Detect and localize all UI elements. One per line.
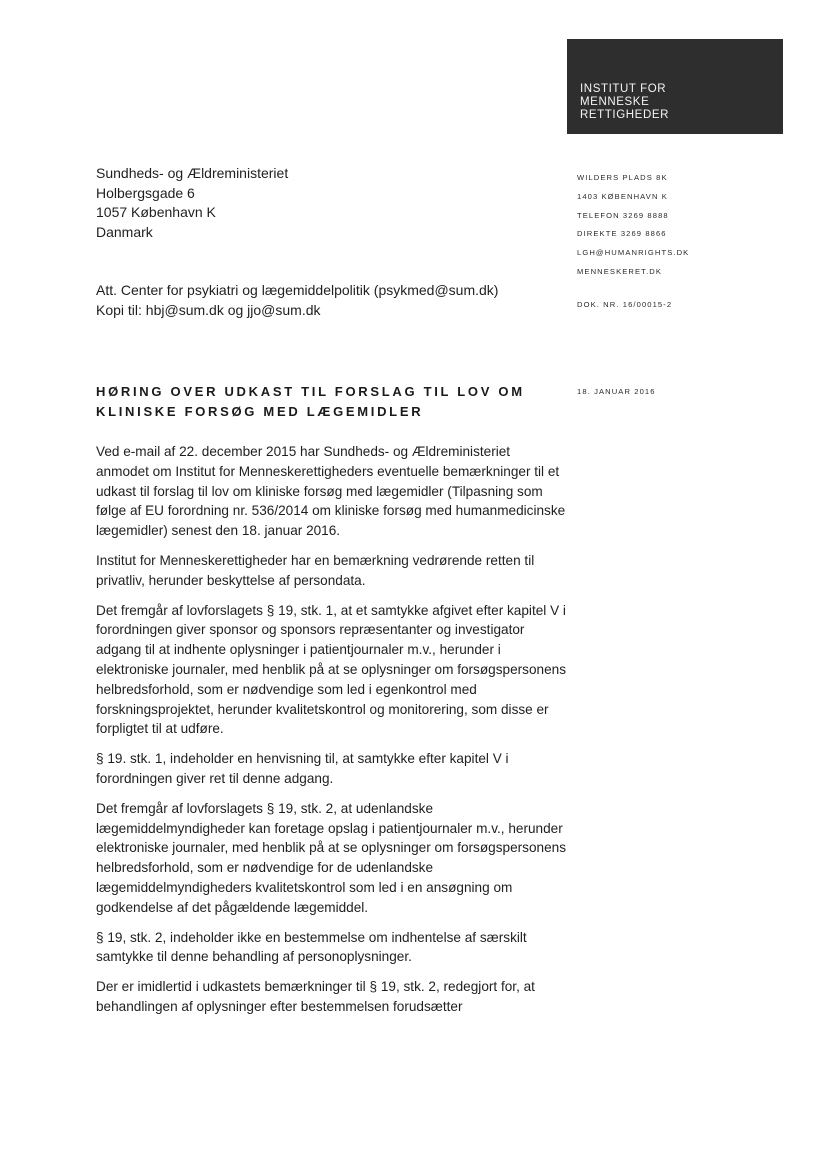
recipient-line: Holbergsgade 6: [96, 184, 195, 201]
body-paragraph: Der er imidlertid i udkastets bemærkninger til § 19, stk. 2, redegjort for, at behandlingen af oplysninger efter bestemmelsen forudsætter: [96, 979, 535, 1014]
sender-line: WILDERS PLADS 8K: [577, 173, 668, 182]
copy-line: Kopi til: hbj@sum.dk og jjo@sum.dk: [96, 301, 321, 318]
recipient-line: Sundheds- og Ældreministeriet: [96, 165, 289, 181]
letter-body: [96, 442, 566, 1027]
body-paragraph: § 19, stk. 2, indeholder ikke en bestemmelse om indhentelse af særskilt samtykke til denne behandling af personoplysninger.: [96, 929, 527, 965]
sender-address: [577, 169, 689, 282]
institute-logo: [567, 39, 783, 134]
recipient-address: [96, 164, 288, 242]
body-paragraph: Det fremgår af lovforslagets § 19, stk. 2, at udenlandske lægemiddelmyndigheder kan foretage opslag i patientjournaler m.v., herunder elektroniske journaler, med henblik på at se oplysninger om forsøgspersonens helbredsforhold, som er nødvendige for de udenlandske lægemiddelmyndigheders kvalitetskontrol som led i en ansøgning om godkendelse af det pågældende lægemiddel.: [96, 800, 566, 915]
document-number: DOK. NR. 16/00015-2: [577, 300, 673, 309]
letter-date: 18. JANUAR 2016: [577, 387, 656, 396]
attention-line: Att. Center for psykiatri og lægemiddelpolitik (psykmed@sum.dk): [96, 282, 499, 298]
logo-text: INSTITUT FOR MENNESKE RETTIGHEDER: [580, 83, 670, 121]
body-paragraph: Institut for Menneskerettigheder har en bemærkning vedrørende retten til privatliv, herunder beskyttelse af persondata.: [96, 552, 535, 588]
recipient-line: 1057 København K: [96, 204, 216, 220]
sender-line: DIREKTE 3269 8866: [577, 229, 667, 239]
letter-title: HØRING OVER UDKAST TIL FORSLAG TIL LOV OM KLINISKE FORSØG MED LÆGEMIDLER: [96, 384, 525, 419]
sender-line: 1403 KØBENHAVN K: [577, 191, 668, 201]
sender-line: TELEFON 3269 8888: [577, 210, 669, 220]
body-paragraph: Ved e-mail af 22. december 2015 har Sundheds- og Ældreministeriet anmodet om Institut for Menneskerettigheders eventuelle bemærkninger til et udkast til forslag til lov om kliniske forsøg med lægemidler (Tilpasning som følge af EU forordning nr. 536/2014 om kliniske forsøg med humanmedicinske lægemidler) senest den 18. januar 2016.: [96, 444, 566, 539]
recipient-line: Danmark: [96, 223, 153, 240]
sender-email-link[interactable]: LGH@HUMANRIGHTS.DK: [577, 248, 690, 258]
body-paragraph: Det fremgår af lovforslagets § 19, stk. 1, at et samtykke afgivet efter kapitel V i forordningen giver sponsor og sponsors repræsentanter og investigator adgang til at indhente oplysninger i patientjournaler m.v., herunder i elektroniske journaler, med henblik på at se oplysninger om forsøgspersonens helbredsforhold, som er nødvendige som led i egenkontrol med forskningsprojektet, herunder kvalitetskontrol og monitorering, som disse er forpligtet til at udføre.: [96, 602, 566, 737]
attention-block: [96, 281, 498, 320]
body-paragraph: § 19. stk. 1, indeholder en henvisning til, at samtykke efter kapitel V i forordningen giver ret til denne adgang.: [96, 751, 509, 786]
sender-website-link[interactable]: MENNESKERET.DK: [577, 266, 663, 276]
